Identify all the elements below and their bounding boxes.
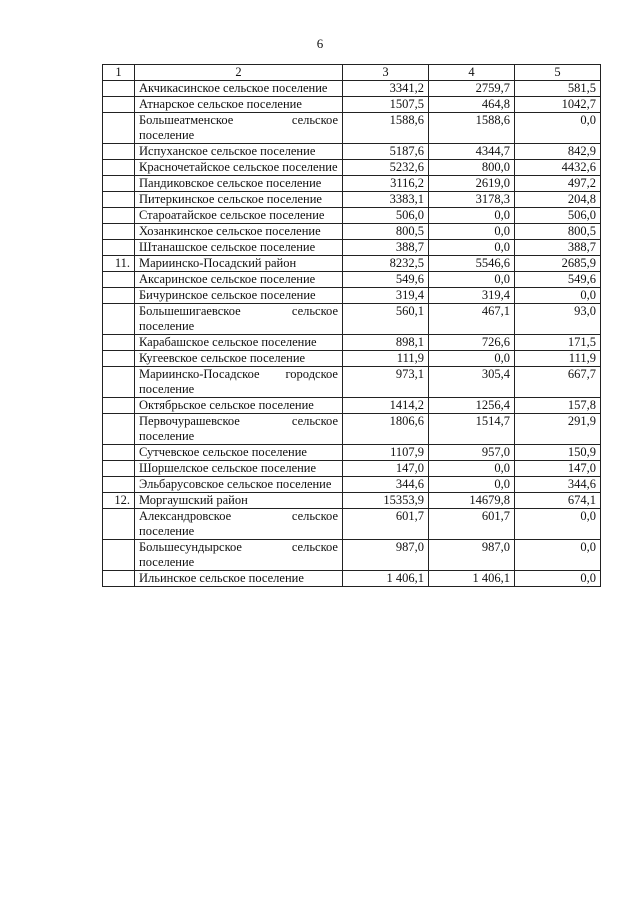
value-column-3: 898,1 — [343, 335, 429, 351]
table-row — [103, 335, 601, 351]
value-column-4: 464,8 — [429, 97, 515, 113]
value-column-4: 601,7 — [429, 509, 515, 540]
table-row — [103, 224, 601, 240]
row-index — [103, 367, 135, 398]
value-column-3: 1588,6 — [343, 113, 429, 144]
value-column-5: 0,0 — [515, 288, 601, 304]
row-index — [103, 335, 135, 351]
value-column-5: 0,0 — [515, 113, 601, 144]
value-column-4: 467,1 — [429, 304, 515, 335]
value-column-4: 305,4 — [429, 367, 515, 398]
row-index — [103, 477, 135, 493]
value-column-5: 0,0 — [515, 571, 601, 587]
settlement-name: Шоршелское сельское поселение — [135, 461, 343, 477]
value-column-5: 497,2 — [515, 176, 601, 192]
row-index — [103, 176, 135, 192]
settlement-name: Карабашское сельское поселение — [135, 335, 343, 351]
table-row — [103, 288, 601, 304]
value-column-3: 560,1 — [343, 304, 429, 335]
value-column-3: 1806,6 — [343, 414, 429, 445]
value-column-4: 1 406,1 — [429, 571, 515, 587]
value-column-5: 800,5 — [515, 224, 601, 240]
table-row — [103, 160, 601, 176]
value-column-5: 388,7 — [515, 240, 601, 256]
row-index — [103, 414, 135, 445]
row-index — [103, 351, 135, 367]
settlement-name: Аксаринское сельское поселение — [135, 272, 343, 288]
column-header: 4 — [429, 65, 515, 81]
value-column-4: 0,0 — [429, 240, 515, 256]
row-index — [103, 272, 135, 288]
row-index: 12. — [103, 493, 135, 509]
settlement-name: Атнарское сельское поселение — [135, 97, 343, 113]
value-column-4: 0,0 — [429, 272, 515, 288]
value-column-4: 1588,6 — [429, 113, 515, 144]
column-header: 1 — [103, 65, 135, 81]
value-column-5: 204,8 — [515, 192, 601, 208]
table-row — [103, 304, 601, 335]
row-index — [103, 160, 135, 176]
value-column-5: 111,9 — [515, 351, 601, 367]
value-column-5: 157,8 — [515, 398, 601, 414]
value-column-5: 842,9 — [515, 144, 601, 160]
table-row — [103, 540, 601, 571]
value-column-3: 111,9 — [343, 351, 429, 367]
row-index — [103, 113, 135, 144]
settlement-name: Штанашское сельское поселение — [135, 240, 343, 256]
table-row — [103, 445, 601, 461]
value-column-4: 5546,6 — [429, 256, 515, 272]
settlement-name: Бичуринское сельское поселение — [135, 288, 343, 304]
row-index — [103, 540, 135, 571]
row-index — [103, 445, 135, 461]
settlement-name: Акчикасинское сельское поселение — [135, 81, 343, 97]
value-column-4: 0,0 — [429, 208, 515, 224]
value-column-4: 0,0 — [429, 461, 515, 477]
value-column-5: 344,6 — [515, 477, 601, 493]
table-row — [103, 144, 601, 160]
value-column-3: 1 406,1 — [343, 571, 429, 587]
value-column-5: 0,0 — [515, 540, 601, 571]
row-index — [103, 461, 135, 477]
value-column-4: 14679,8 — [429, 493, 515, 509]
table-row — [103, 176, 601, 192]
table-row — [103, 493, 601, 509]
table-row — [103, 81, 601, 97]
value-column-3: 601,7 — [343, 509, 429, 540]
table-row — [103, 571, 601, 587]
value-column-3: 1507,5 — [343, 97, 429, 113]
table-row — [103, 240, 601, 256]
settlement-name: Испуханское сельское поселение — [135, 144, 343, 160]
value-column-4: 4344,7 — [429, 144, 515, 160]
settlement-name: Хозанкинское сельское поселение — [135, 224, 343, 240]
value-column-5: 1042,7 — [515, 97, 601, 113]
table-row — [103, 208, 601, 224]
table-row — [103, 414, 601, 445]
value-column-3: 973,1 — [343, 367, 429, 398]
settlement-name: Большесундырское сельское поселение — [135, 540, 343, 571]
value-column-3: 3341,2 — [343, 81, 429, 97]
settlement-name: Большеатменское сельское поселение — [135, 113, 343, 144]
value-column-4: 0,0 — [429, 351, 515, 367]
settlement-name: Кугеевское сельское поселение — [135, 351, 343, 367]
table-row — [103, 192, 601, 208]
value-column-5: 4432,6 — [515, 160, 601, 176]
value-column-5: 549,6 — [515, 272, 601, 288]
settlement-name: Первочурашевское сельское поселение — [135, 414, 343, 445]
row-index — [103, 192, 135, 208]
page-number: 6 — [316, 36, 324, 51]
value-column-4: 957,0 — [429, 445, 515, 461]
value-column-5: 291,9 — [515, 414, 601, 445]
value-column-3: 3116,2 — [343, 176, 429, 192]
value-column-5: 674,1 — [515, 493, 601, 509]
table-row — [103, 272, 601, 288]
table-row — [103, 477, 601, 493]
table-row — [103, 367, 601, 398]
value-column-3: 549,6 — [343, 272, 429, 288]
budget-table — [102, 64, 601, 587]
value-column-5: 581,5 — [515, 81, 601, 97]
settlement-name: Ильинское сельское поселение — [135, 571, 343, 587]
value-column-4: 2619,0 — [429, 176, 515, 192]
value-column-3: 147,0 — [343, 461, 429, 477]
value-column-4: 987,0 — [429, 540, 515, 571]
settlement-name: Октябрьское сельское поселение — [135, 398, 343, 414]
column-header: 5 — [515, 65, 601, 81]
row-index — [103, 509, 135, 540]
value-column-4: 0,0 — [429, 224, 515, 240]
value-column-5: 93,0 — [515, 304, 601, 335]
value-column-5: 147,0 — [515, 461, 601, 477]
value-column-5: 150,9 — [515, 445, 601, 461]
table-row — [103, 113, 601, 144]
value-column-3: 987,0 — [343, 540, 429, 571]
table-row — [103, 461, 601, 477]
value-column-4: 1514,7 — [429, 414, 515, 445]
value-column-4: 800,0 — [429, 160, 515, 176]
value-column-5: 506,0 — [515, 208, 601, 224]
value-column-4: 3178,3 — [429, 192, 515, 208]
value-column-4: 726,6 — [429, 335, 515, 351]
settlement-name: Сутчевское сельское поселение — [135, 445, 343, 461]
settlement-name: Мариинско-Посадское городское поселение — [135, 367, 343, 398]
settlement-name: Красночетайское сельское поселение — [135, 160, 343, 176]
settlement-name: Пандиковское сельское поселение — [135, 176, 343, 192]
row-index — [103, 398, 135, 414]
value-column-3: 5187,6 — [343, 144, 429, 160]
table-row — [103, 97, 601, 113]
value-column-3: 344,6 — [343, 477, 429, 493]
value-column-3: 506,0 — [343, 208, 429, 224]
column-header: 3 — [343, 65, 429, 81]
row-index — [103, 224, 135, 240]
value-column-4: 1256,4 — [429, 398, 515, 414]
value-column-4: 2759,7 — [429, 81, 515, 97]
column-header: 2 — [135, 65, 343, 81]
value-column-3: 15353,9 — [343, 493, 429, 509]
value-column-5: 0,0 — [515, 509, 601, 540]
value-column-5: 171,5 — [515, 335, 601, 351]
settlement-name: Питеркинское сельское поселение — [135, 192, 343, 208]
settlement-name: Староатайское сельское поселение — [135, 208, 343, 224]
table-header-row — [103, 65, 601, 81]
settlement-name: Мариинско-Посадский район — [135, 256, 343, 272]
row-index — [103, 208, 135, 224]
value-column-3: 800,5 — [343, 224, 429, 240]
value-column-3: 319,4 — [343, 288, 429, 304]
table-row — [103, 256, 601, 272]
settlement-name: Большешигаевское сельское поселение — [135, 304, 343, 335]
value-column-5: 2685,9 — [515, 256, 601, 272]
settlement-name: Эльбарусовское сельское поселение — [135, 477, 343, 493]
row-index — [103, 144, 135, 160]
settlement-name: Моргаушский район — [135, 493, 343, 509]
table-row — [103, 398, 601, 414]
value-column-5: 667,7 — [515, 367, 601, 398]
value-column-4: 319,4 — [429, 288, 515, 304]
table-row — [103, 509, 601, 540]
value-column-3: 1414,2 — [343, 398, 429, 414]
row-index — [103, 240, 135, 256]
row-index — [103, 288, 135, 304]
value-column-3: 5232,6 — [343, 160, 429, 176]
table-row — [103, 351, 601, 367]
row-index — [103, 571, 135, 587]
row-index — [103, 304, 135, 335]
row-index — [103, 81, 135, 97]
row-index: 11. — [103, 256, 135, 272]
row-index — [103, 97, 135, 113]
value-column-4: 0,0 — [429, 477, 515, 493]
value-column-3: 1107,9 — [343, 445, 429, 461]
value-column-3: 3383,1 — [343, 192, 429, 208]
settlement-name: Александровское сельское поселение — [135, 509, 343, 540]
value-column-3: 8232,5 — [343, 256, 429, 272]
value-column-3: 388,7 — [343, 240, 429, 256]
